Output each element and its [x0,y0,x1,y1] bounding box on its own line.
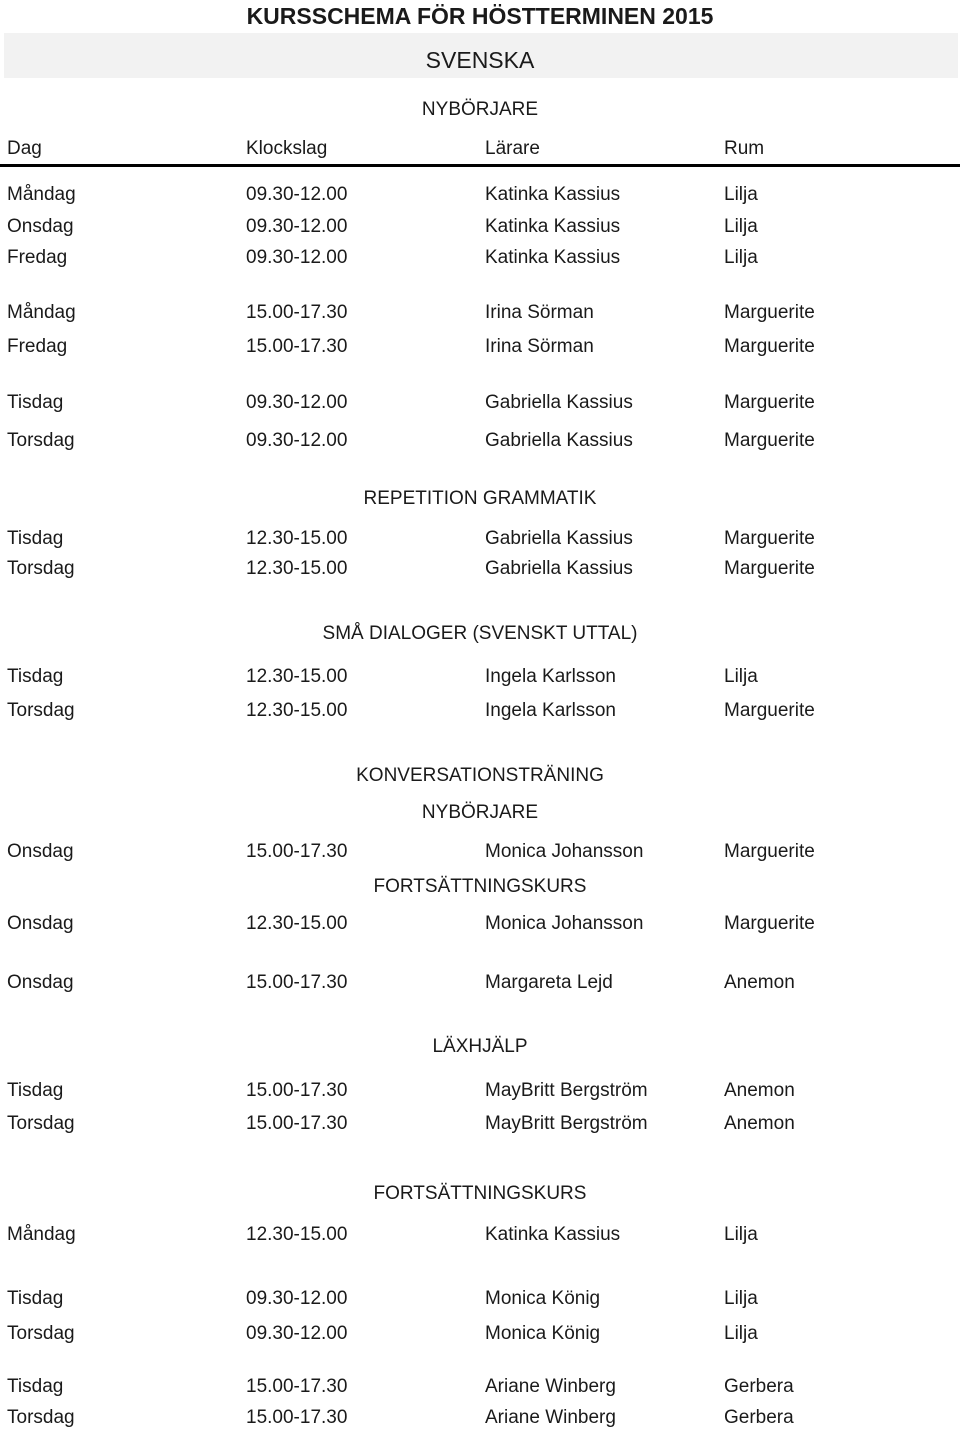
section-konversationstraning: KONVERSATIONSTRÄNING [356,765,604,786]
schedule-row [0,1319,960,1349]
row-teacher: Monica Johansson [485,841,644,862]
row-teacher: Monica Johansson [485,913,644,934]
column-header-day: Dag [7,138,42,159]
row-room: Marguerite [724,392,815,413]
row-day: Onsdag [7,972,74,993]
row-time: 12.30-15.00 [246,666,348,687]
column-header-row [0,134,960,167]
row-teacher: Gabriella Kassius [485,430,633,451]
row-time: 15.00-17.30 [246,1080,348,1101]
row-time: 15.00-17.30 [246,972,348,993]
row-day: Torsdag [7,700,75,721]
row-time: 15.00-17.30 [246,1407,348,1428]
row-teacher: Ariane Winberg [485,1376,616,1397]
schedule-row [0,1220,960,1250]
schedule-row [0,298,960,328]
column-header-teacher: Lärare [485,138,540,159]
row-room: Lilja [724,666,758,687]
row-time: 15.00-17.30 [246,841,348,862]
schedule-row [0,388,960,418]
section-laxhjalp: LÄXHJÄLP [432,1036,528,1057]
row-day: Torsdag [7,1407,75,1428]
row-teacher: Gabriella Kassius [485,528,633,549]
row-time: 12.30-15.00 [246,913,348,934]
row-day: Torsdag [7,1113,75,1134]
schedule-row [0,909,960,939]
row-teacher: Gabriella Kassius [485,392,633,413]
row-time: 12.30-15.00 [246,558,348,579]
row-room: Marguerite [724,558,815,579]
schedule-row [0,212,960,242]
row-day: Måndag [7,1224,76,1245]
row-day: Onsdag [7,841,74,862]
row-room: Lilja [724,1288,758,1309]
row-room: Marguerite [724,700,815,721]
row-room: Lilja [724,247,758,268]
section-fortsattningskurs: FORTSÄTTNINGSKURS [373,1183,587,1204]
schedule-row [0,180,960,210]
row-teacher: Katinka Kassius [485,184,621,205]
row-room: Lilja [724,1323,758,1344]
column-header-time: Klockslag [246,138,328,159]
row-day: Måndag [7,302,76,323]
row-room: Marguerite [724,302,815,323]
row-room: Anemon [724,972,795,993]
row-teacher: Katinka Kassius [485,247,621,268]
row-room: Marguerite [724,841,815,862]
row-time: 09.30-12.00 [246,184,348,205]
row-time: 09.30-12.00 [246,1288,348,1309]
row-teacher: Ingela Karlsson [485,666,616,687]
row-room: Marguerite [724,430,815,451]
row-teacher: Gabriella Kassius [485,558,633,579]
row-room: Anemon [724,1080,795,1101]
row-day: Torsdag [7,430,75,451]
row-day: Onsdag [7,216,74,237]
row-teacher: Ariane Winberg [485,1407,616,1428]
row-day: Tisdag [7,666,64,687]
row-day: Tisdag [7,392,64,413]
row-day: Tisdag [7,528,64,549]
row-room: Gerbera [724,1407,794,1428]
row-teacher: Katinka Kassius [485,216,621,237]
row-time: 09.30-12.00 [246,216,348,237]
row-teacher: Ingela Karlsson [485,700,616,721]
row-room: Lilja [724,184,758,205]
section-nyborjare: NYBÖRJARE [421,99,539,120]
row-day: Torsdag [7,1323,75,1344]
schedule-row [0,1109,960,1139]
schedule-row [0,837,960,867]
subject-heading: SVENSKA [425,47,535,73]
row-teacher: Margareta Lejd [485,972,613,993]
schedule-row [0,968,960,998]
row-time: 12.30-15.00 [246,700,348,721]
schedule-row [0,696,960,726]
section-sma-dialoger: SMÅ DIALOGER (SVENSKT UTTAL) [322,623,638,644]
row-teacher: Katinka Kassius [485,1224,621,1245]
row-day: Tisdag [7,1288,64,1309]
schedule-row [0,243,960,273]
schedule-row [0,662,960,692]
row-room: Lilja [724,1224,758,1245]
row-teacher: MayBritt Bergström [485,1080,648,1101]
row-time: 15.00-17.30 [246,302,348,323]
schedule-row [0,1076,960,1106]
row-time: 09.30-12.00 [246,247,348,268]
row-room: Lilja [724,216,758,237]
schedule-row [0,1372,960,1402]
row-time: 15.00-17.30 [246,1376,348,1397]
schedule-row [0,1403,960,1433]
row-day: Måndag [7,184,76,205]
row-day: Onsdag [7,913,74,934]
schedule-row [0,554,960,584]
row-time: 09.30-12.00 [246,392,348,413]
row-time: 09.30-12.00 [246,1323,348,1344]
row-room: Gerbera [724,1376,794,1397]
schedule-row [0,1284,960,1314]
subsection-fortsattningskurs: FORTSÄTTNINGSKURS [373,876,587,897]
row-teacher: Monica König [485,1288,601,1309]
section-repetition-grammatik: REPETITION GRAMMATIK [363,488,597,509]
row-time: 12.30-15.00 [246,528,348,549]
schedule-row [0,332,960,362]
row-time: 09.30-12.00 [246,430,348,451]
row-teacher: Irina Sörman [485,302,594,323]
row-room: Marguerite [724,913,815,934]
row-day: Torsdag [7,558,75,579]
row-room: Marguerite [724,336,815,357]
schedule-row [0,426,960,456]
row-time: 12.30-15.00 [246,1224,348,1245]
schedule-row [0,524,960,554]
row-time: 15.00-17.30 [246,336,348,357]
row-time: 15.00-17.30 [246,1113,348,1134]
row-day: Tisdag [7,1376,64,1397]
row-day: Tisdag [7,1080,64,1101]
row-teacher: Irina Sörman [485,336,594,357]
row-teacher: MayBritt Bergström [485,1113,648,1134]
subsection-nyborjare: NYBÖRJARE [421,802,539,823]
row-teacher: Monica König [485,1323,601,1344]
row-day: Fredag [7,247,68,268]
page-title: KURSSCHEMA FÖR HÖSTTERMINEN 2015 [246,3,714,29]
row-room: Anemon [724,1113,795,1134]
row-room: Marguerite [724,528,815,549]
column-header-room: Rum [724,138,765,159]
row-day: Fredag [7,336,68,357]
